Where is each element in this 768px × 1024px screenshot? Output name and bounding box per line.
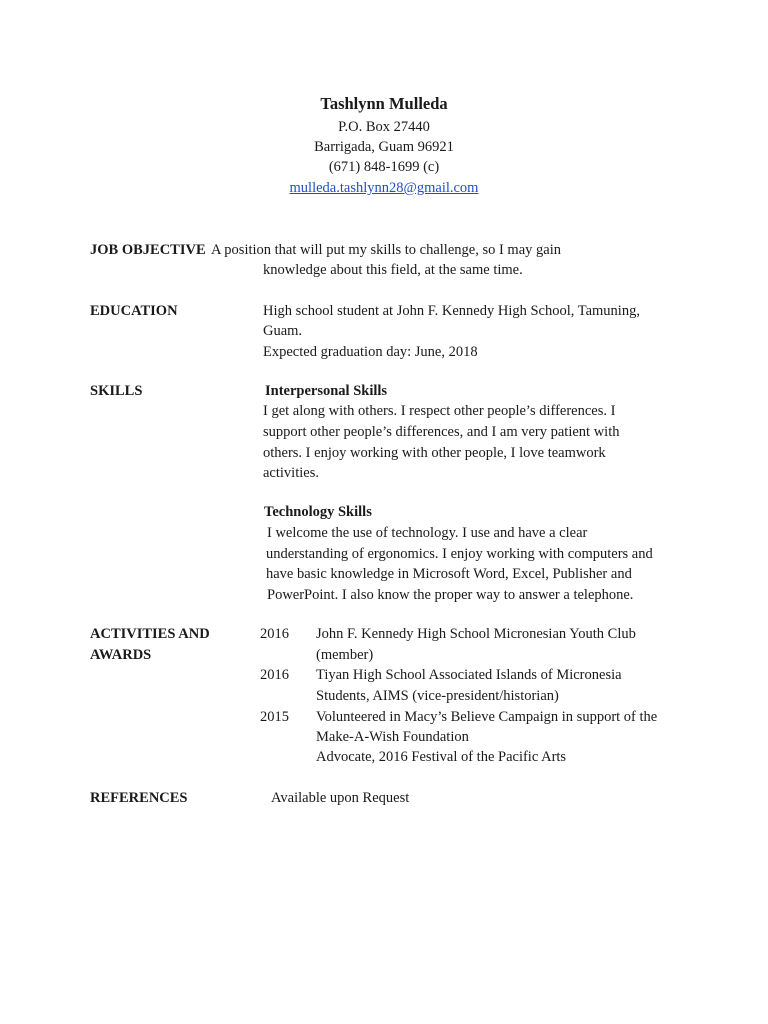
technology-line-2: understanding of ergonomics. I enjoy working with computers and	[266, 546, 653, 562]
activity-year: 2016	[260, 626, 289, 642]
references-text: Available upon Request	[271, 790, 410, 806]
technology-line-4: PowerPoint. I also know the proper way to answer a telephone.	[267, 587, 634, 603]
activity-year: 2016	[260, 667, 289, 683]
address-line-2: Barrigada, Guam 96921	[314, 139, 454, 155]
references-label: REFERENCES	[90, 790, 188, 806]
interpersonal-line-2: support other people’s differences, and I am very patient with	[263, 424, 620, 440]
education-line-1: High school student at John F. Kennedy High School, Tamuning,	[263, 303, 640, 319]
activity-year: 2015	[260, 709, 289, 725]
email-wrap	[0, 178, 768, 198]
activity-line: Tiyan High School Associated Islands of Micronesia	[316, 667, 622, 683]
interpersonal-line-4: activities.	[263, 465, 319, 481]
phone-number: (671) 848-1699 (c)	[328, 159, 440, 175]
education-label: EDUCATION	[90, 303, 178, 319]
applicant-name: Tashlynn Mulleda	[320, 94, 448, 113]
job-objective-line-2: knowledge about this field, at the same time.	[263, 262, 523, 278]
technology-line-3: have basic knowledge in Microsoft Word, Excel, Publisher and	[266, 566, 632, 582]
job-objective-line-1: A position that will put my skills to challenge, so I may gain	[211, 242, 561, 258]
activities-label-line-1: ACTIVITIES AND	[90, 626, 210, 642]
job-objective-label: JOB OBJECTIVE	[90, 242, 206, 258]
interpersonal-line-3: others. I enjoy working with other people, I love teamwork	[263, 445, 606, 461]
email-link[interactable]: mulleda.tashlynn28@gmail.com	[289, 180, 479, 196]
activity-line: (member)	[316, 647, 374, 663]
skills-label: SKILLS	[90, 383, 143, 399]
activity-line: Students, AIMS (vice-president/historian)	[316, 688, 559, 704]
interpersonal-line-1: I get along with others. I respect other people’s differences. I	[263, 403, 616, 419]
education-line-2: Guam.	[263, 323, 303, 339]
interpersonal-skills-title: Interpersonal Skills	[265, 383, 388, 399]
education-line-3: Expected graduation day: June, 2018	[263, 344, 478, 360]
activity-line: John F. Kennedy High School Micronesian Youth Club	[316, 626, 636, 642]
activity-line: Advocate, 2016 Festival of the Pacific Arts	[316, 749, 567, 765]
activities-label-line-2: AWARDS	[90, 647, 152, 663]
activity-line: Make-A-Wish Foundation	[316, 729, 469, 745]
technology-line-1: I welcome the use of technology. I use and have a clear	[267, 525, 588, 541]
address-line-1: P.O. Box 27440	[338, 119, 430, 135]
activity-line: Volunteered in Macy’s Believe Campaign in support of the	[316, 709, 658, 725]
technology-skills-title: Technology Skills	[264, 504, 372, 520]
